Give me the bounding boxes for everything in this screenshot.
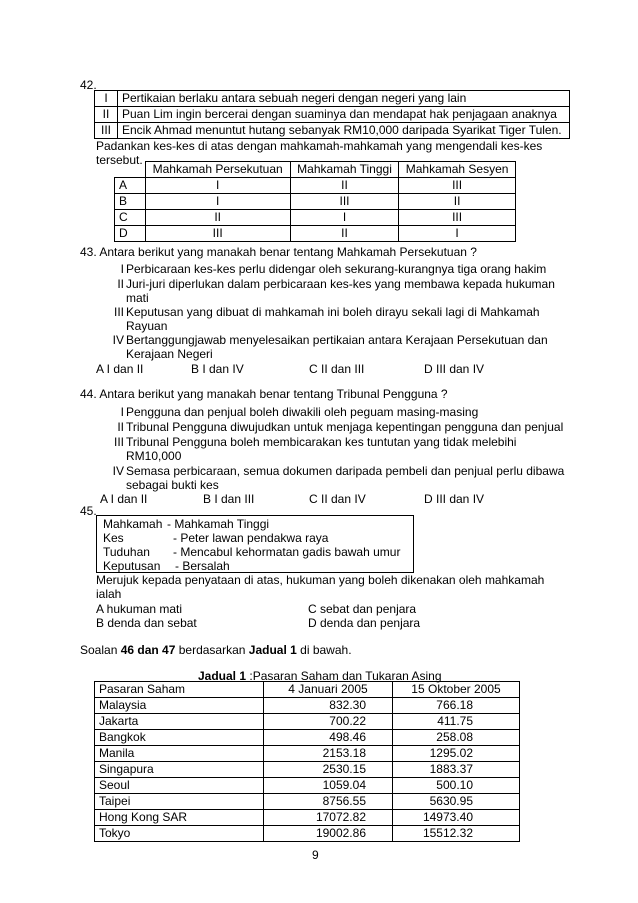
market-name: Manila [95,746,264,762]
option-b[interactable]: B I dan IV [191,362,244,376]
jadual1-title-rest: :Pasaran Saham dan Tukaran Asing [246,669,442,683]
intro-bold-table: Jadual 1 [248,643,297,657]
market-name: Malaysia [95,698,264,714]
option-c[interactable]: C II dan IV [309,492,366,506]
column-header: Pasaran Saham [95,682,264,698]
case-label: Kes [103,531,124,545]
table-row [95,826,520,842]
table-cell: II [290,226,398,242]
value-oct: 766.18 [393,698,520,714]
market-name: Taipei [95,794,264,810]
q45-prompt-line1: Merujuk kepada penyataan di atas, hukuman yang boleh dikenakan oleh mahkamah [96,573,545,587]
value-oct: 1295.02 [393,746,520,762]
q43-question: 43. Antara berikut yang manakah benar tentang Mahkamah Persekutuan ? [80,245,477,259]
value-jan: 498.46 [264,730,393,746]
case-label: Keputusan [103,559,161,573]
table-row [95,730,520,746]
value-jan: 2153.18 [264,746,393,762]
statement-text: Bertanggungjawab menyelesaikan pertikaian antara Kerajaan Persekutuan dan [126,333,548,347]
roman-numeral: III [113,305,124,319]
table-row [115,226,516,242]
statement-text: Puan Lim ingin bercerai dengan suaminya dan mendapat hak penjagaan anaknya [118,107,570,123]
statement-text: Pengguna dan penjual boleh diwakili oleh peguam masing-masing [126,405,479,419]
statement-text: Perbicaraan kes-kes perlu didengar oleh sekurang-kurangnya tiga orang hakim [126,262,547,276]
statement-text-continued: RM10,000 [126,449,182,463]
case-value: - Mencabul kehormatan gadis bawah umur [173,545,401,559]
q42-statements-table [94,90,570,139]
roman-numeral: II [95,107,118,123]
statement-text: Tribunal Pengguna diwujudkan untuk menjaga kepentingan pengguna dan penjual [126,420,564,434]
market-name: Hong Kong SAR [95,810,264,826]
statement-text: Semasa perbicaraan, semua dokumen daripada pembeli dan penjual perlu dibawa [126,464,565,478]
q44-question: 44. Antara berikut yang manakah benar tentang Tribunal Pengguna ? [80,387,448,401]
column-header: Mahkamah Tinggi [290,162,398,178]
statement-text: Tribunal Pengguna boleh membicarakan kes tuntutan yang tidak melebihi [126,435,517,449]
table-row [115,210,516,226]
table-cell: II [290,178,398,194]
option-d[interactable]: D denda dan penjara [308,616,421,630]
statement-text: Keputusan yang dibuat di mahkamah ini boleh dirayu sekali lagi di Mahkamah [126,305,540,319]
value-oct: 15512.32 [393,826,520,842]
market-name: Jakarta [95,714,264,730]
table-row [115,178,516,194]
intro-bold-numbers: 46 dan 47 [120,643,176,657]
option-a[interactable]: A hukuman mati [96,602,183,616]
table-cell: I [145,194,290,210]
table-cell: I [399,226,516,242]
table-header-row [115,162,516,178]
value-jan: 832.30 [264,698,393,714]
roman-numeral: III [95,123,118,139]
option-c[interactable]: C sebat dan penjara [308,602,417,616]
column-header: 4 Januari 2005 [264,682,393,698]
table-cell: I [290,210,398,226]
value-jan: 700.22 [264,714,393,730]
table-cell: I [145,178,290,194]
statement-text: Juri-juri diperlukan dalam perbicaraan kes-kes yang membawa kepada hukuman [126,277,555,291]
case-label: Mahkamah [103,517,163,531]
value-jan: 19002.86 [264,826,393,842]
q42-prompt-line2: tersebut. [96,153,143,167]
empty-corner-cell [115,162,146,178]
option-d[interactable]: D III dan IV [424,492,485,506]
table-cell: III [290,194,398,210]
intro-text: Soalan [80,643,121,657]
option-d[interactable]: D III dan IV [424,362,485,376]
value-oct: 500.10 [393,778,520,794]
column-header: Mahkamah Sesyen [399,162,516,178]
intro-text: di bawah. [296,643,352,657]
roman-numeral: IV [112,333,124,347]
market-name: Seoul [95,778,264,794]
option-b[interactable]: B I dan III [203,492,255,506]
statement-text-continued: sebagai bukti kes [126,478,219,492]
table-row [115,194,516,210]
questions-46-47-intro [80,643,352,657]
option-letter: A [115,178,146,194]
statement-text-continued: mati [126,291,149,305]
table-row [95,762,520,778]
case-value: - Peter lawan pendakwa raya [173,531,329,545]
column-header: 15 Oktober 2005 [393,682,520,698]
case-value: - Bersalah [175,559,230,573]
table-cell: III [145,226,290,242]
roman-numeral: I [95,91,118,107]
market-name: Bangkok [95,730,264,746]
option-b[interactable]: B denda dan sebat [96,616,197,630]
table-cell: III [399,178,516,194]
value-oct: 411.75 [393,714,520,730]
table-cell: III [399,210,516,226]
roman-numeral: I [120,262,124,276]
value-jan: 1059.04 [264,778,393,794]
table-header-row [95,682,520,698]
value-jan: 17072.82 [264,810,393,826]
q42-number: 42. [80,78,97,92]
option-a[interactable]: A I dan II [96,362,144,376]
column-header: Mahkamah Persekutuan [145,162,290,178]
page-number: 9 [312,848,319,862]
table-row [95,107,570,123]
statement-text-continued: Rayuan [126,319,168,333]
roman-numeral: II [117,277,124,291]
value-oct: 14973.40 [393,810,520,826]
table-row [95,778,520,794]
option-letter: B [115,194,146,210]
table-cell: II [399,194,516,210]
roman-numeral: III [113,435,124,449]
jadual1-title-bold: Jadual 1 [198,669,247,683]
statement-text-continued: Kerajaan Negeri [126,347,213,361]
option-a[interactable]: A I dan II [100,492,148,506]
value-oct: 5630.95 [393,794,520,810]
option-letter: D [115,226,146,242]
roman-numeral: I [120,405,124,419]
table-row [95,746,520,762]
table-row [95,698,520,714]
market-name: Tokyo [95,826,264,842]
statement-text: Encik Ahmad menuntut hutang sebanyak RM10,000 daripada Syarikat Tiger Tulen. [118,123,570,139]
q45-case-box [96,515,414,573]
option-letter: C [115,210,146,226]
value-jan: 8756.55 [264,794,393,810]
table-row [95,714,520,730]
statement-text: Pertikaian berlaku antara sebuah negeri dengan negeri yang lain [118,91,570,107]
q45-number: 45. [80,504,97,518]
table-row [95,810,520,826]
roman-numeral: IV [112,464,124,478]
intro-text: berdasarkan [175,643,249,657]
q45-prompt-line2: ialah [96,587,122,601]
case-label: Tuduhan [103,545,150,559]
table-row [95,123,570,139]
roman-numeral: II [117,420,124,434]
table-row [95,91,570,107]
jadual1-table [94,681,520,842]
case-value: - Mahkamah Tinggi [167,517,270,531]
q42-answer-table [114,161,516,242]
value-oct: 258.08 [393,730,520,746]
option-c[interactable]: C II dan III [309,362,365,376]
value-jan: 2530.15 [264,762,393,778]
table-cell: II [145,210,290,226]
value-oct: 1883.37 [393,762,520,778]
table-row [95,794,520,810]
market-name: Singapura [95,762,264,778]
q42-prompt-line1: Padankan kes-kes di atas dengan mahkamah-mahkamah yang mengendali kes-kes [96,139,543,153]
